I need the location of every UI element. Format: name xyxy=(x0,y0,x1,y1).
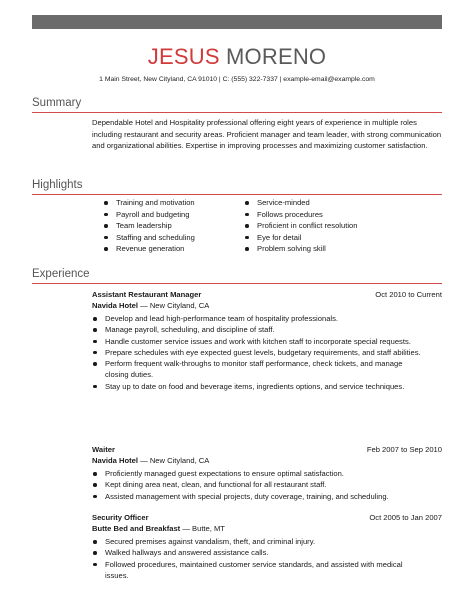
highlight-item: Eye for detail xyxy=(244,232,357,244)
job-entry xyxy=(92,445,442,502)
highlights-heading: Highlights xyxy=(32,179,83,191)
job-duty: Followed procedures, maintained customer service standards, and assisted with medical issues. xyxy=(92,559,442,582)
job-duty: Secured premises against vandalism, theft, and criminal injury. xyxy=(92,536,442,547)
highlight-item: Problem solving skill xyxy=(244,243,357,255)
job-title: Waiter xyxy=(92,445,115,454)
highlights-left-list xyxy=(103,197,195,255)
last-name: MORENO xyxy=(226,44,327,69)
job-duty: Assisted management with special projects, duty coverage, training, and scheduling. xyxy=(92,491,442,502)
job-duty: Stay up to date on food and beverage items, ingredients options, and service techniques. xyxy=(92,381,442,392)
employer-name: Navida Hotel xyxy=(92,301,138,310)
job-duties xyxy=(92,468,442,502)
highlights-divider xyxy=(32,194,442,195)
experience-divider xyxy=(32,283,442,284)
highlight-item: Revenue generation xyxy=(103,243,195,255)
job-employer xyxy=(92,524,442,536)
employer-name: Butte Bed and Breakfast xyxy=(92,524,181,533)
summary-heading: Summary xyxy=(32,97,82,109)
job-employer xyxy=(92,301,442,313)
job-duty: Prepare schedules with eye expected guest levels, budgetary requirements, and staff abilities. xyxy=(92,347,442,358)
employer-separator: — xyxy=(180,524,193,533)
highlight-item: Staffing and scheduling xyxy=(103,232,195,244)
employer-name: Navida Hotel xyxy=(92,456,138,465)
job-duty: Develop and lead high-performance team of hospitality professionals. xyxy=(92,313,442,324)
candidate-name xyxy=(0,44,474,70)
highlight-item: Payroll and budgeting xyxy=(103,209,195,221)
job-dates: Feb 2007 to Sep 2010 xyxy=(366,445,442,454)
job-duty: Perform frequent walk-throughs to monitor staff performance, check tickets, and manage closing duties. xyxy=(92,358,442,381)
job-duties xyxy=(92,536,442,581)
employer-location: New Cityland, CA xyxy=(149,456,210,465)
highlight-item: Proficient in conflict resolution xyxy=(244,220,357,232)
highlights-right-list xyxy=(244,197,357,255)
experience-heading: Experience xyxy=(32,268,90,280)
job-title: Security Officer xyxy=(92,513,149,522)
highlight-item: Follows procedures xyxy=(244,209,357,221)
summary-text: Dependable Hotel and Hospitality professional offering eight years of experience in multiple roles including restaurant and security areas. Proficient manager and team leader, with strong communication and organizational abilities. Expertise in improving processes and maximizing customer satisfaction. xyxy=(92,118,442,151)
job-dates: Oct 2005 to Jan 2007 xyxy=(369,513,442,522)
first-name: JESUS xyxy=(147,44,220,69)
employer-separator: — xyxy=(138,456,150,465)
contact-info: 1 Main Street, New Cityland, CA 91010 | C: (555) 322-7337 | example-email@example.com xyxy=(99,76,375,83)
job-employer xyxy=(92,456,442,468)
summary-divider xyxy=(32,112,442,113)
employer-location: Butte, MT xyxy=(192,524,225,533)
job-dates: Oct 2010 to Current xyxy=(375,290,442,299)
job-duty: Walked hallways and answered assistance calls. xyxy=(92,547,442,558)
employer-location: New Cityland, CA xyxy=(149,301,210,310)
highlight-item: Team leadership xyxy=(103,220,195,232)
job-entry xyxy=(92,513,442,581)
job-duty: Proficiently managed guest expectations to ensure optimal satisfaction. xyxy=(92,468,442,479)
job-duties xyxy=(92,313,442,392)
job-title: Assistant Restaurant Manager xyxy=(92,290,202,299)
job-duty: Handle customer service issues and work with kitchen staff to incorporate special requests. xyxy=(92,336,442,347)
job-duty: Kept dining area neat, clean, and functional for all restaurant staff. xyxy=(92,479,442,490)
employer-separator: — xyxy=(138,301,150,310)
job-entry xyxy=(92,290,442,392)
header-bar xyxy=(32,15,442,29)
highlight-item: Service-minded xyxy=(244,197,357,209)
job-duty: Manage payroll, scheduling, and discipline of staff. xyxy=(92,324,442,335)
highlight-item: Training and motivation xyxy=(103,197,195,209)
